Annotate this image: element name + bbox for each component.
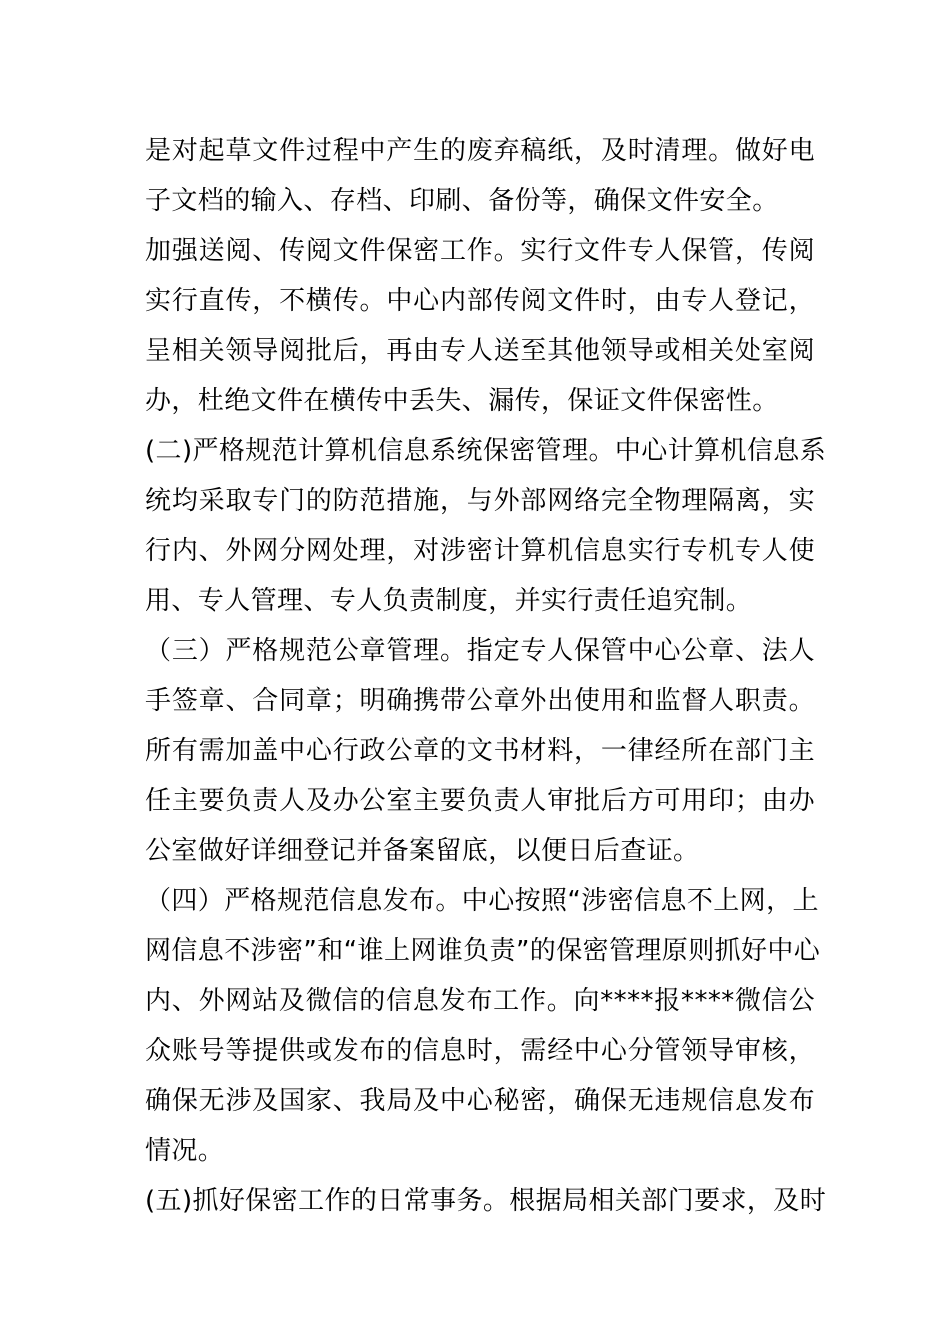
text-line: 网信息不涉密”和“谁上网谁负责”的保密管理原则抓好中心	[145, 936, 821, 966]
text-line: 办，杜绝文件在横传中丢失、漏传，保证文件保密性。	[145, 386, 779, 416]
section-heading-line: (五)抓好保密工作的日常事务。根据局相关部门要求，及时	[145, 1186, 827, 1216]
text-line: 行内、外网分网处理，对涉密计算机信息实行专机专人使	[145, 536, 815, 566]
text-line: 统均采取专门的防范措施，与外部网络完全物理隔离，实	[145, 486, 815, 516]
text-line: 内、外网站及微信的信息发布工作。向****报****微信公	[145, 986, 815, 1016]
text-line: 实行直传，不横传。中心内部传阅文件时，由专人登记，	[145, 286, 815, 316]
text-line: 情况。	[145, 1136, 225, 1166]
text-line: 加强送阅、传阅文件保密工作。实行文件专人保管，传阅	[145, 236, 815, 266]
text-line: 子文档的输入、存档、印刷、备份等，确保文件安全。	[145, 186, 779, 216]
text-line: 确保无涉及国家、我局及中心秘密，确保无违规信息发布	[145, 1086, 815, 1116]
text-line: 呈相关领导阅批后，再由专人送至其他领导或相关处室阅	[145, 336, 815, 366]
section-heading-line: （四）严格规范信息发布。中心按照“涉密信息不上网，上	[145, 886, 819, 916]
text-line: 众账号等提供或发布的信息时，需经中心分管领导审核，	[145, 1036, 815, 1066]
text-line: 公室做好详细登记并备案留底，以便日后查证。	[145, 836, 700, 866]
text-line: 手签章、合同章；明确携带公章外出使用和监督人职责。	[145, 686, 815, 716]
section-heading-line: （三）严格规范公章管理。指定专人保管中心公章、法人	[145, 636, 815, 666]
text-line: 任主要负责人及办公室主要负责人审批后方可用印；由办	[145, 786, 815, 816]
text-line: 是对起草文件过程中产生的废弃稿纸，及时清理。做好电	[145, 136, 815, 166]
text-line: 所有需加盖中心行政公章的文书材料，一律经所在部门主	[145, 736, 815, 766]
text-line: 用、专人管理、专人负责制度，并实行责任追究制。	[145, 586, 753, 616]
section-heading-line: (二)严格规范计算机信息系统保密管理。中心计算机信息系	[145, 436, 827, 466]
